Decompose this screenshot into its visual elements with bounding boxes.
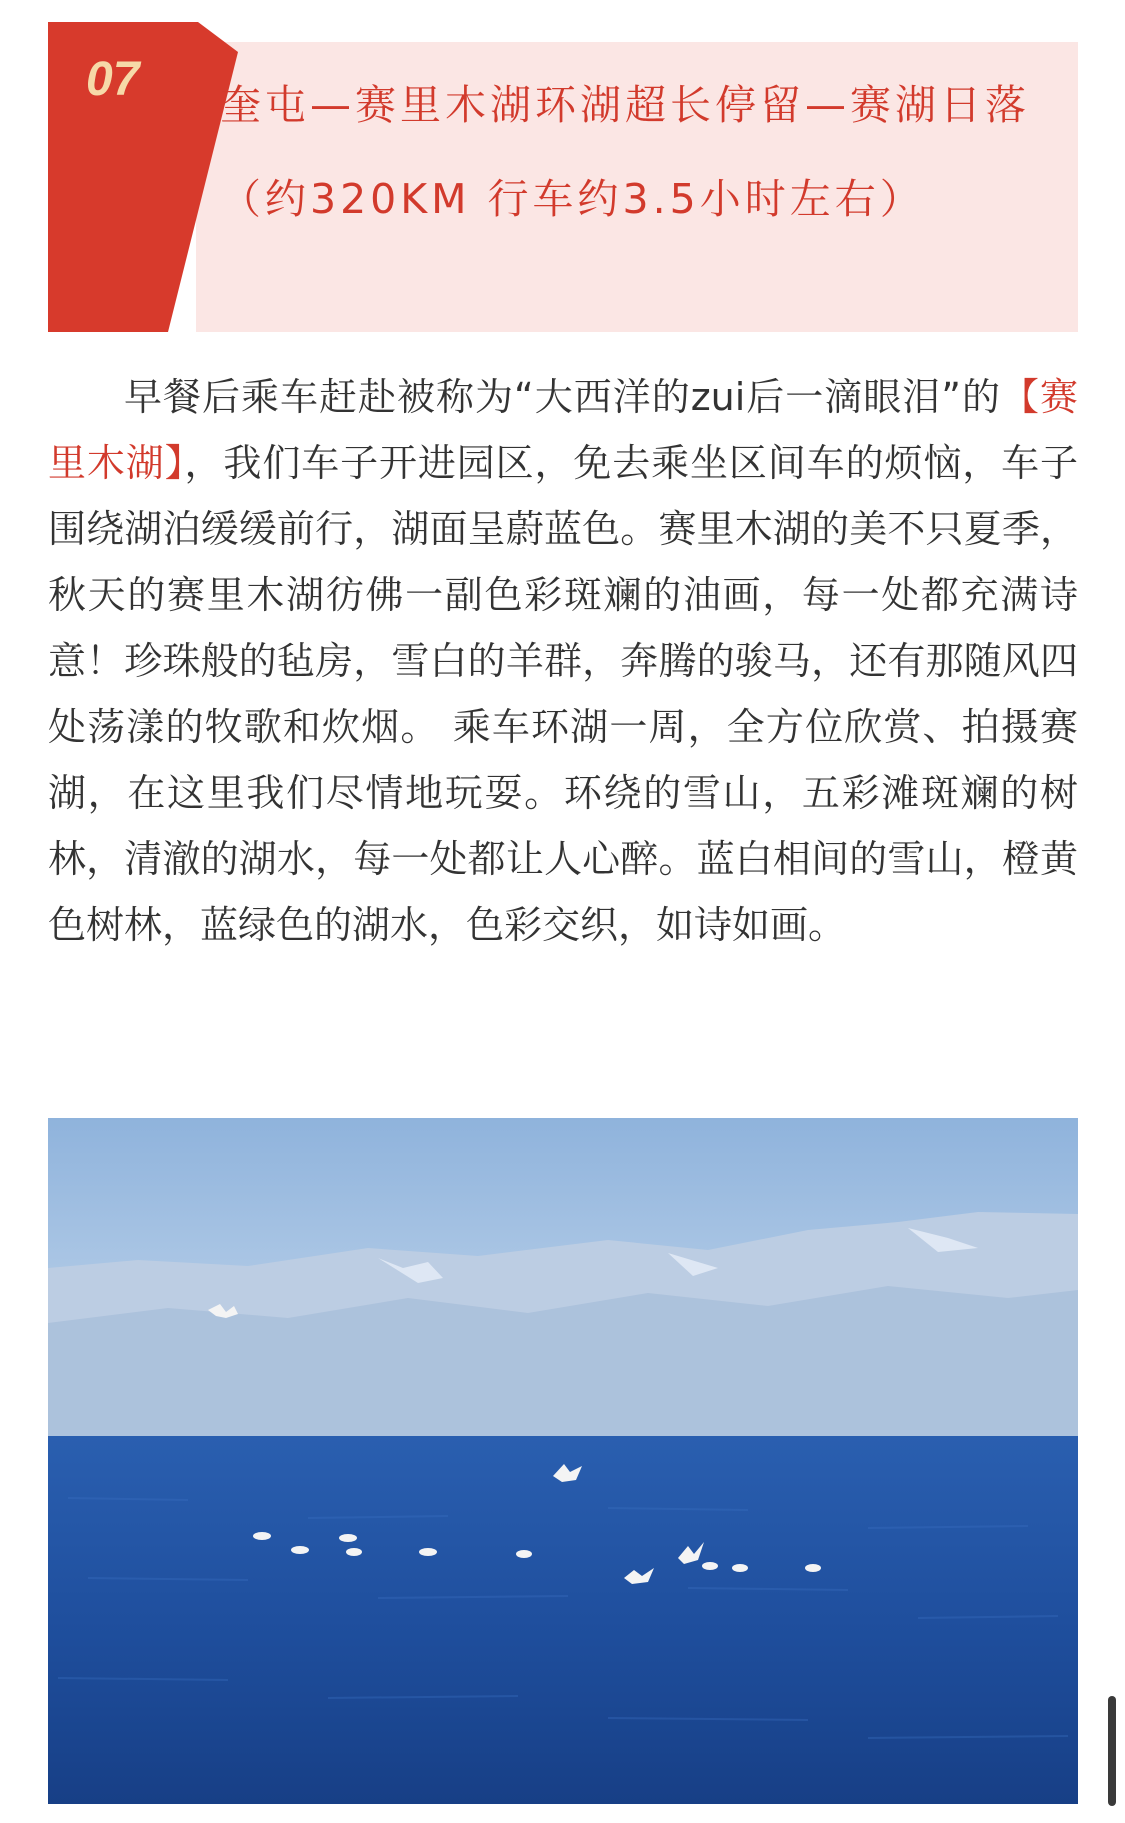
lake-water [48, 1436, 1078, 1804]
lake-photo-illustration [48, 1118, 1078, 1804]
scrollbar-thumb[interactable] [1108, 1696, 1116, 1806]
paragraph-text-after: ，我们车子开进园区，免去乘坐区间车的烦恼，车子围绕湖泊缓缓前行，湖面呈蔚蓝色。赛里木湖的美不只夏季，秋天的赛里木湖彷佛一副色彩斑斓的油画，每一处都充满诗意！珍珠般的毡房，雪白的羊群，奔腾的骏马，还有那随风四处荡漾的牧歌和炊烟。 乘车环湖一周，全方位欣赏、拍摄赛湖，在这里我们尽情地玩耍。环绕的雪山，五彩滩斑斓的树林，清澈的湖水，每一处都让人心醉。蓝白相间的雪山，橙黄色树林，蓝绿色的湖水，色彩交织，如诗如画。 [48, 441, 1078, 947]
highlight-place-name: 【赛里木湖】 [48, 375, 1078, 485]
section-number: 07 [86, 53, 140, 106]
lake-photo [48, 1118, 1078, 1804]
body-paragraph [48, 364, 1078, 958]
paragraph-text-before: 早餐后乘车赶赴被称为“大西洋的zui后一滴眼泪”的 [124, 375, 1001, 419]
section-header [48, 22, 1078, 332]
section-title: 奎屯—赛里木湖环湖超长停留—赛湖日落（约320KM 行车约3.5小时左右） [220, 81, 1030, 223]
